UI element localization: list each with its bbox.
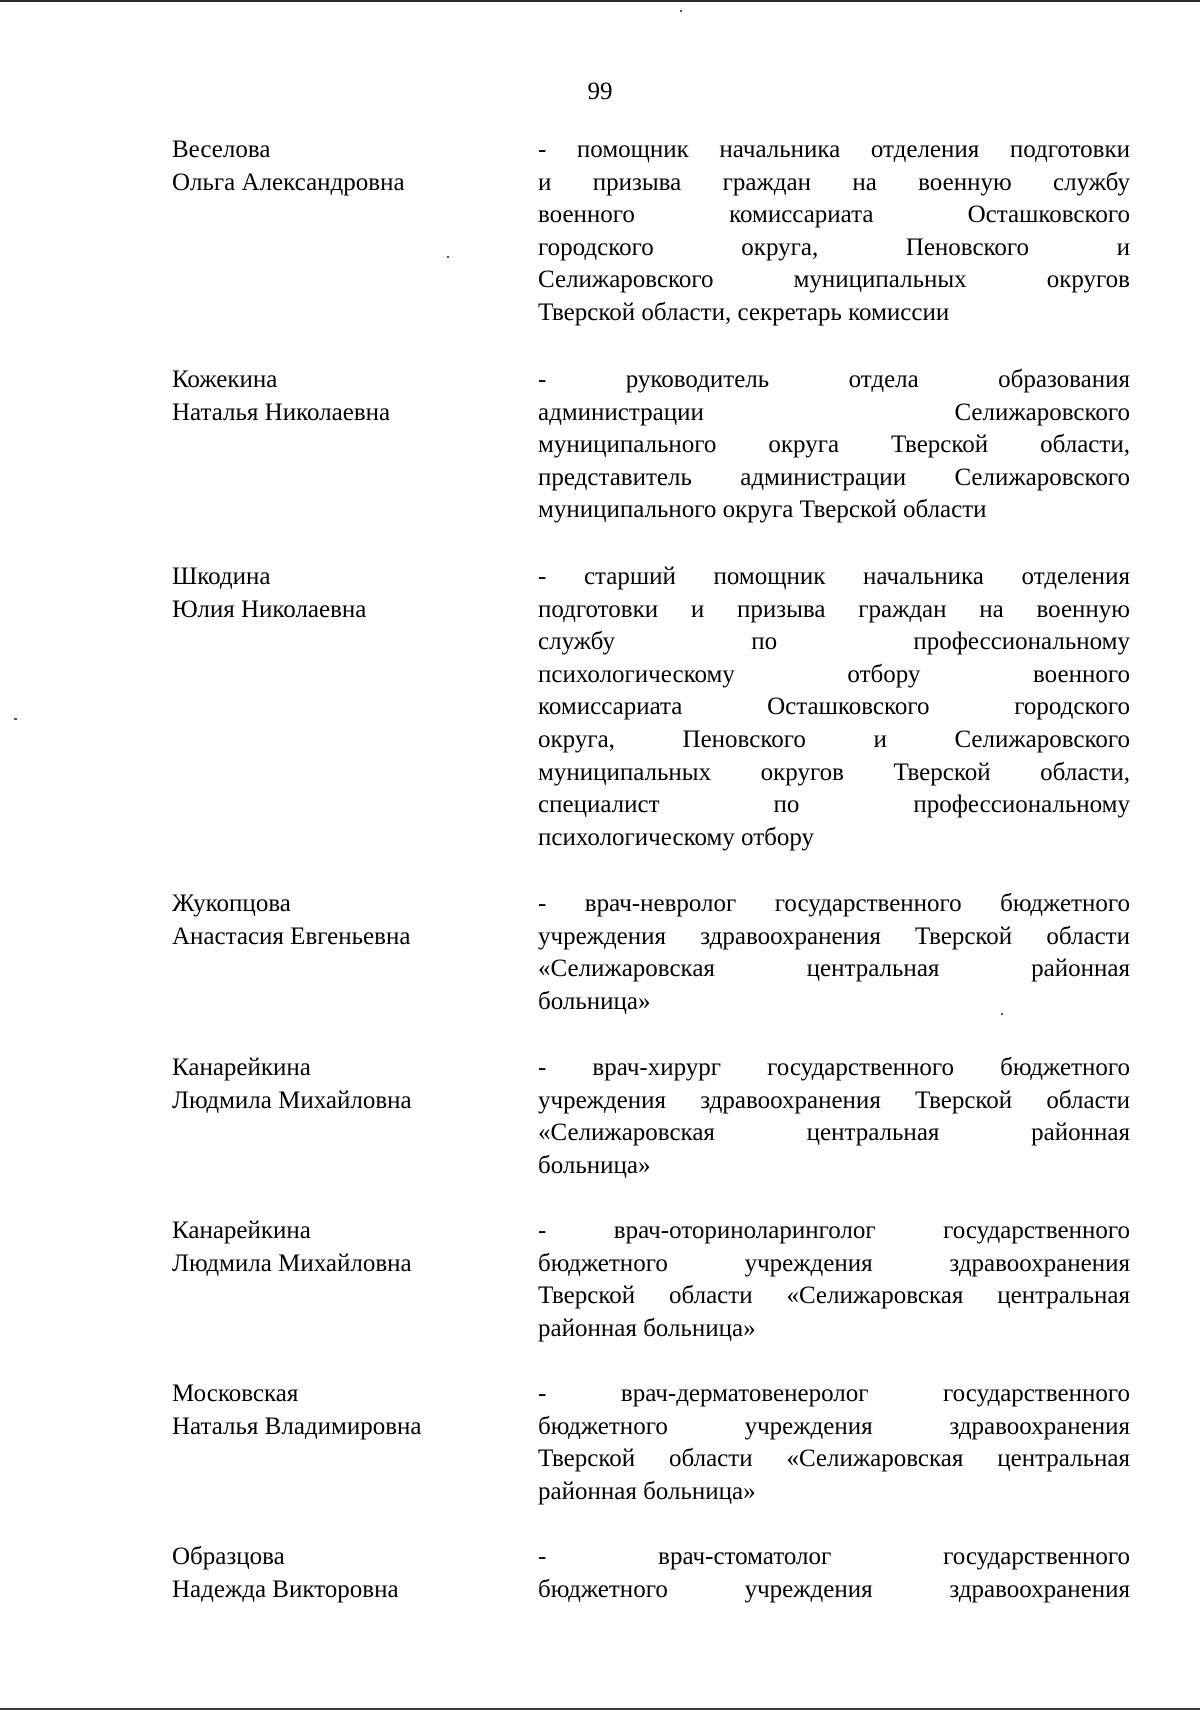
role-word: округа,	[538, 725, 615, 753]
role-word: округа,	[741, 233, 819, 261]
role-word: на	[852, 168, 877, 196]
role-word: службу	[1053, 168, 1130, 196]
role-line	[538, 1052, 1130, 1085]
role-word: государственного	[943, 1380, 1130, 1407]
role-word: области	[669, 1282, 753, 1310]
role-word: врач-дерматовенеролог	[620, 1380, 869, 1407]
role-word: военного	[538, 201, 635, 229]
role-line	[538, 724, 1130, 757]
member-role	[538, 1541, 1130, 1606]
scan-speck	[14, 718, 17, 720]
member-given-names: Юлия Николаевна	[172, 595, 367, 623]
role-word: области	[1046, 922, 1130, 950]
page-number: 99	[587, 78, 613, 105]
role-word: государственного	[943, 1543, 1130, 1570]
member-given-names: Ольга Александровна	[172, 168, 405, 196]
member-surname: Московская	[172, 1380, 299, 1407]
role-word: Тверской	[891, 431, 989, 459]
role-word: Пеновского	[905, 233, 1030, 261]
role-line	[538, 199, 1130, 232]
member-given-names: Людмила Михайловна	[172, 1086, 412, 1114]
role-word: области	[669, 1445, 753, 1473]
role-word: области,	[1040, 431, 1130, 459]
role-word: Пеновского	[682, 725, 806, 753]
role-word: Осташковского	[967, 201, 1130, 229]
member-role	[538, 888, 1130, 1018]
role-word: «Селижаровская	[786, 1445, 964, 1473]
role-line	[538, 1378, 1130, 1411]
role-word: бюджетного	[538, 1412, 668, 1440]
role-line	[538, 264, 1130, 297]
role-word: комиссариата	[538, 693, 683, 721]
role-word: помощник	[576, 136, 689, 163]
member-name	[172, 1215, 532, 1280]
role-word: представитель	[538, 463, 692, 491]
role-word: начальника	[863, 563, 984, 590]
member-role	[538, 1215, 1130, 1345]
role-word: -	[538, 1054, 547, 1081]
role-word: центральная	[997, 1282, 1130, 1310]
role-word: городского	[538, 233, 654, 261]
role-word: муниципальных	[793, 266, 967, 294]
role-word: военного	[1033, 660, 1130, 688]
role-word: здравоохранения	[949, 1412, 1130, 1440]
role-word: и	[538, 168, 552, 196]
scan-speck	[447, 256, 449, 258]
role-word: здравоохранения	[949, 1249, 1130, 1277]
member-given-names: Надежда Викторовна	[172, 1575, 399, 1603]
member-surname: Жукопцова	[172, 890, 291, 917]
member-name	[172, 1378, 532, 1443]
role-word: призыва	[736, 595, 826, 623]
member-name	[172, 1541, 532, 1606]
role-line	[538, 1085, 1130, 1118]
role-word: граждан	[858, 595, 947, 623]
member-name	[172, 888, 532, 953]
role-word: учреждения	[538, 1086, 667, 1114]
role-line	[538, 757, 1130, 790]
member-role	[538, 364, 1130, 527]
role-word: отделения	[1021, 563, 1130, 590]
role-line	[538, 789, 1130, 822]
role-word: отбору	[847, 660, 921, 688]
role-word: учреждения	[744, 1412, 873, 1440]
member-surname: Канарейкина	[172, 1217, 311, 1244]
role-line: районная больница»	[538, 1314, 756, 1342]
role-word: городского	[1014, 693, 1130, 721]
role-word: Тверской	[538, 1445, 636, 1473]
role-word: учреждения	[744, 1249, 873, 1277]
role-line	[538, 1574, 1130, 1607]
role-line	[538, 1248, 1130, 1281]
role-line	[538, 167, 1130, 200]
role-word: и	[1116, 233, 1130, 261]
role-word: государственного	[774, 890, 962, 917]
role-line	[538, 659, 1130, 692]
role-word: специалист	[538, 791, 660, 819]
role-word: и	[873, 725, 887, 753]
member-surname: Кожекина	[172, 366, 278, 393]
role-word: -	[538, 1543, 547, 1570]
role-line	[538, 364, 1130, 397]
role-line: Тверской области, секретарь комиссии	[538, 298, 950, 326]
role-line: больница»	[538, 987, 651, 1015]
role-line: больница»	[538, 1151, 651, 1179]
role-line	[538, 1443, 1130, 1476]
role-word: начальника	[719, 136, 841, 163]
member-surname: Канарейкина	[172, 1054, 311, 1081]
member-role	[538, 561, 1130, 854]
role-word: на	[979, 595, 1004, 623]
role-word: муниципального	[538, 431, 717, 459]
role-line: районная больница»	[538, 1477, 756, 1505]
scan-speck	[680, 10, 682, 12]
member-role	[538, 134, 1130, 330]
role-word: Селижаровского	[538, 266, 714, 294]
role-word: подготовки	[538, 595, 659, 623]
member-given-names: Анастасия Евгеньевна	[172, 922, 411, 950]
role-word: здравоохранения	[700, 922, 881, 950]
role-word: области	[1046, 1086, 1130, 1114]
role-line	[538, 232, 1130, 265]
role-word: здравоохранения	[949, 1575, 1130, 1603]
role-line	[538, 953, 1130, 986]
member-surname: Веселова	[172, 136, 271, 163]
member-given-names: Наталья Владимировна	[172, 1412, 422, 1440]
role-word: -	[538, 366, 547, 393]
role-word: «Селижаровская	[538, 1119, 715, 1147]
role-word: отделения	[870, 136, 980, 163]
role-word: государственного	[767, 1054, 955, 1081]
role-line	[538, 921, 1130, 954]
role-line	[538, 397, 1130, 430]
member-role	[538, 1052, 1130, 1182]
role-line	[538, 888, 1130, 921]
role-word: врач-оториноларинголог	[613, 1217, 876, 1244]
role-word: военную	[918, 168, 1012, 196]
role-word: центральная	[806, 955, 940, 983]
role-word: призыва	[592, 168, 682, 196]
role-word: округа	[768, 431, 840, 459]
role-line	[538, 1280, 1130, 1313]
role-word: врач-стоматолог	[658, 1543, 832, 1570]
role-word: подготовки	[1009, 136, 1130, 163]
role-line	[538, 594, 1130, 627]
role-line	[538, 134, 1130, 167]
role-word: бюджетного	[1000, 1054, 1130, 1081]
role-word: по	[773, 791, 800, 819]
role-word: -	[538, 136, 547, 163]
role-word: Тверской	[538, 1282, 636, 1310]
role-word: психологическому	[538, 660, 735, 688]
member-name	[172, 1052, 532, 1117]
role-word: «Селижаровская	[786, 1282, 964, 1310]
role-word: службу	[538, 628, 615, 656]
member-name	[172, 561, 532, 626]
role-word: бюджетного	[538, 1575, 668, 1603]
role-word: районная	[1031, 1119, 1130, 1147]
role-word: Осташковского	[767, 693, 930, 721]
role-word: центральная	[997, 1445, 1130, 1473]
role-word: -	[538, 563, 547, 590]
member-given-names: Наталья Николаевна	[172, 398, 391, 426]
role-line: психологическому отбору	[538, 823, 815, 851]
role-word: Селижаровского	[954, 398, 1130, 426]
role-word: комиссариата	[729, 201, 874, 229]
role-word: врач-невролог	[584, 890, 737, 917]
role-word: отдела	[848, 366, 919, 393]
member-surname: Образцова	[172, 1543, 285, 1570]
role-word: -	[538, 890, 547, 917]
role-word: врач-хирург	[592, 1054, 722, 1081]
role-line	[538, 691, 1130, 724]
role-word: области,	[1040, 758, 1130, 786]
role-word: центральная	[806, 1119, 940, 1147]
role-line	[538, 1215, 1130, 1248]
role-word: Тверской	[915, 922, 1013, 950]
role-word: образования	[998, 366, 1130, 393]
role-line	[538, 626, 1130, 659]
member-name	[172, 364, 532, 429]
role-word: Селижаровского	[954, 725, 1130, 753]
member-given-names: Людмила Михайловна	[172, 1249, 412, 1277]
role-word: старший	[583, 563, 676, 590]
role-word: профессиональному	[913, 628, 1130, 656]
role-word: учреждения	[538, 922, 667, 950]
role-word: военную	[1036, 595, 1130, 623]
role-line	[538, 1541, 1130, 1574]
role-word: округов	[760, 758, 844, 786]
role-word: по	[751, 628, 778, 656]
role-word: администрации	[740, 463, 907, 491]
role-word: Тверской	[893, 758, 991, 786]
role-line	[538, 1117, 1130, 1150]
role-word: бюджетного	[1000, 890, 1130, 917]
role-word: Селижаровского	[954, 463, 1130, 491]
member-role	[538, 1378, 1130, 1508]
role-word: государственного	[943, 1217, 1130, 1244]
role-word: учреждения	[744, 1575, 873, 1603]
role-line	[538, 1411, 1130, 1444]
role-word: «Селижаровская	[538, 955, 715, 983]
role-word: руководитель	[625, 366, 770, 393]
role-word: бюджетного	[538, 1249, 668, 1277]
role-word: помощник	[713, 563, 826, 590]
role-word: муниципальных	[538, 758, 712, 786]
role-word: округов	[1046, 266, 1130, 294]
role-word: здравоохранения	[700, 1086, 881, 1114]
role-word: профессиональному	[913, 791, 1130, 819]
role-line	[538, 429, 1130, 462]
role-word: и	[690, 595, 705, 623]
role-word: Тверской	[915, 1086, 1013, 1114]
member-surname: Шкодина	[172, 563, 271, 590]
scan-top-edge	[0, 0, 1200, 2]
role-word: районная	[1031, 955, 1130, 983]
role-word: -	[538, 1217, 547, 1244]
role-line	[538, 462, 1130, 495]
role-line: муниципального округа Тверской области	[538, 496, 987, 524]
role-word: граждан	[722, 168, 811, 196]
role-word: администрации	[538, 398, 704, 426]
role-word: -	[538, 1380, 547, 1407]
role-line	[538, 561, 1130, 594]
member-name	[172, 134, 532, 199]
